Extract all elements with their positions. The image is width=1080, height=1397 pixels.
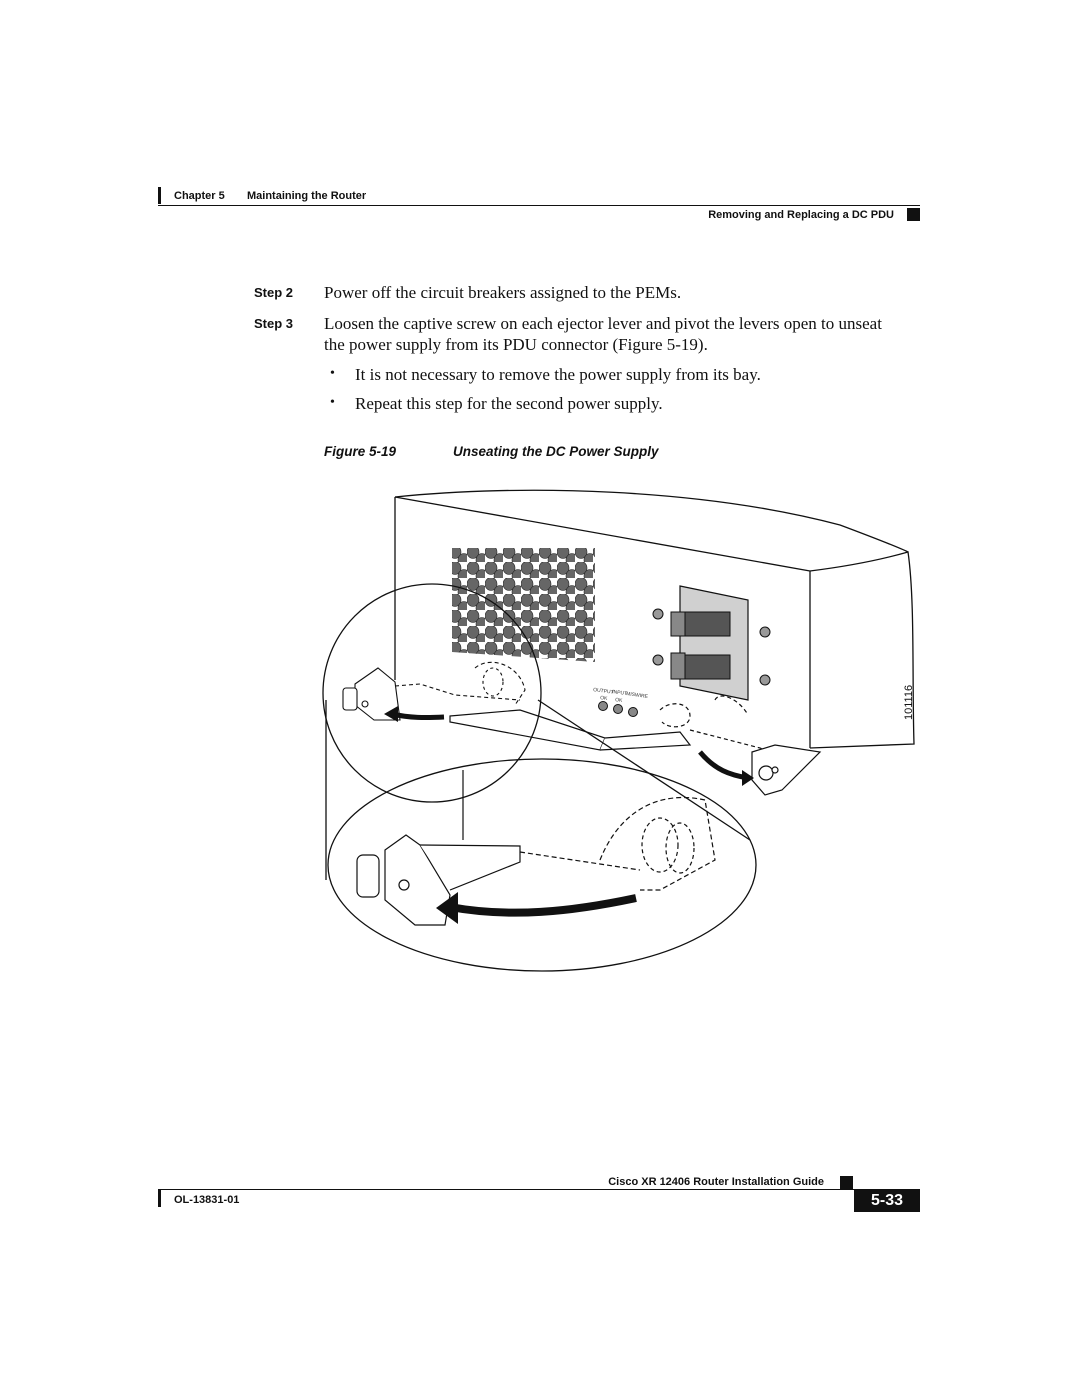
chapter-label: Chapter 5 [174, 190, 225, 202]
guide-title: Cisco XR 12406 Router Installation Guide [608, 1176, 824, 1188]
step-2-text: Power off the circuit breakers assigned to the PEMs. [324, 283, 682, 302]
step-3-label: Step 3 [254, 316, 294, 331]
led-label: INPUT [611, 689, 628, 698]
led-label: OUTPUT [592, 687, 614, 696]
figure-art-id: 101116 [903, 684, 915, 720]
footer-left-bar [158, 1190, 161, 1207]
status-leds [593, 687, 649, 716]
vent-grille [440, 540, 610, 670]
bullet-dot: • [330, 366, 335, 381]
bullet-item: Repeat this step for the second power supply. [355, 394, 663, 413]
footer-rule [158, 1189, 920, 1190]
header-rule [158, 205, 920, 206]
large-rotation-arrow [450, 898, 636, 913]
bullet-dot: • [330, 395, 335, 410]
header-left-bar [158, 187, 161, 204]
doc-number: OL-13831-01 [174, 1194, 240, 1206]
bullet-item: It is not necessary to remove the power supply from its bay. [355, 365, 761, 384]
ejector-bar [450, 704, 690, 750]
right-ejector-lever [690, 696, 820, 795]
led-label: OK [599, 695, 608, 702]
right-rotation-arrow [700, 752, 748, 778]
step-2-label: Step 2 [254, 285, 294, 300]
large-lever-detail [357, 770, 715, 925]
led-label: OK [614, 697, 623, 704]
header-square-marker [907, 208, 920, 221]
chapter-title: Maintaining the Router [247, 190, 367, 202]
dc-power-supply-illustration [300, 470, 940, 990]
section-title: Removing and Replacing a DC PDU [708, 209, 894, 221]
step-3-text-line-1: Loosen the captive screw on each ejector lever and pivot the levers open to unseat [324, 314, 882, 333]
step-3-text-line-2: the power supply from its PDU connector (Figure 5-19). [324, 335, 708, 354]
breaker-panel [653, 586, 770, 700]
page-number: 5-33 [854, 1190, 920, 1212]
small-rotation-arrow [392, 714, 444, 718]
footer-square-marker [840, 1176, 853, 1189]
figure-title: Unseating the DC Power Supply [453, 444, 659, 459]
led-label: MISWIRE [625, 691, 649, 701]
figure-number: Figure 5-19 [324, 444, 397, 459]
